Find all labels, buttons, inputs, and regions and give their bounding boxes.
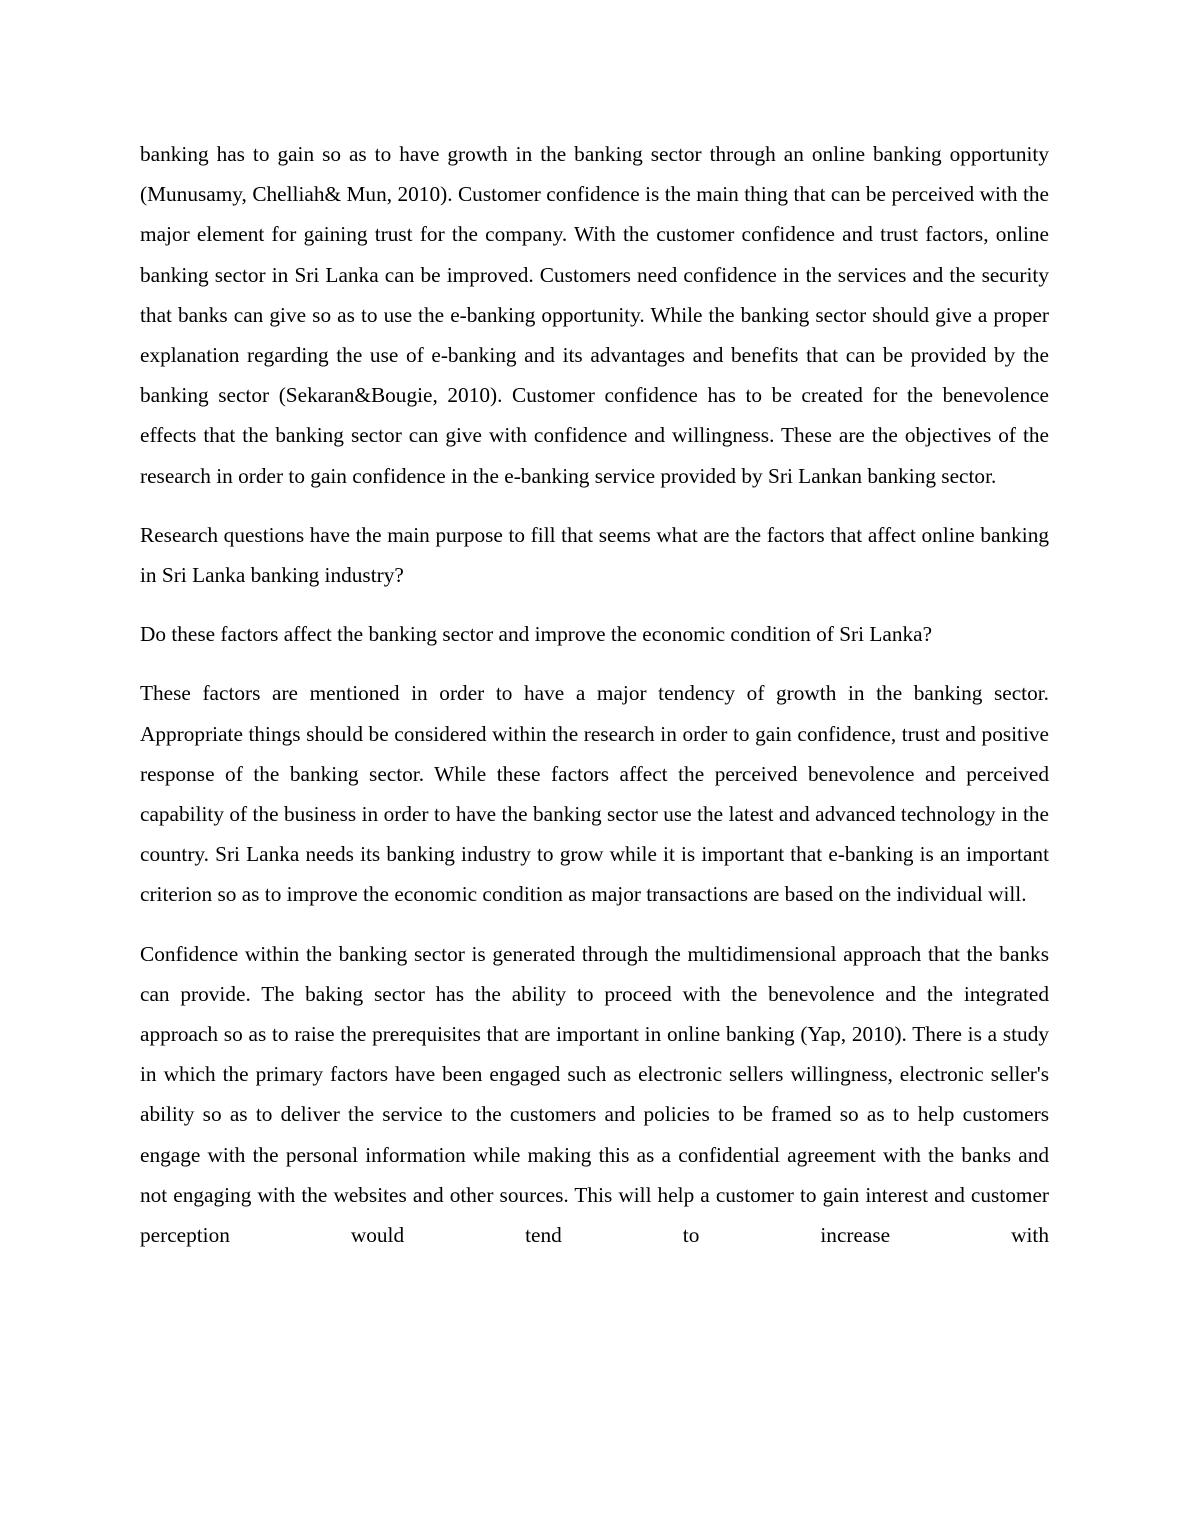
paragraph-question-economic: Do these factors affect the banking sector and improve the economic condition of Sri Lanka? xyxy=(140,622,933,647)
document-body xyxy=(140,134,1049,1274)
paragraph-research-questions: Research questions have the main purpose to fill that seems what are the factors that affect online banking in Sri Lanka banking industry? xyxy=(140,522,1049,588)
paragraph-factors: These factors are mentioned in order to have a major tendency of growth in the banking sector. Appropriate things should be considered within the research in order to gain confidence, trust and positive response of the banking sector. While these factors affect the perceived benevolence and perceived capability of the business in order to have the banking sector use the latest and advanced technology in the country. Sri Lanka needs its banking industry to grow while it is important that e-banking is an important criterion so as to improve the economic condition as major transactions are based on the individual will. xyxy=(140,681,1049,907)
paragraph-objectives: banking has to gain so as to have growth in the banking sector through an online banking opportunity (Munusamy, Chelliah& Mun, 2010). Customer confidence is the main thing that can be perceived with the major element for gaining trust for the company. With the customer confidence and trust factors, online banking sector in Sri Lanka can be improved. Customers need confidence in the services and the security that banks can give so as to use the e-banking opportunity. While the banking sector should give a proper explanation regarding the use of e-banking and its advantages and benefits that can be provided by the banking sector (Sekaran&Bougie, 2010). Customer confidence has to be created for the benevolence effects that the banking sector can give with confidence and willingness. These are the objectives of the research in order to gain confidence in the e-banking service provided by Sri Lankan banking sector. xyxy=(140,142,1049,488)
paragraph-confidence: Confidence within the banking sector is generated through the multidimensional approach that the banks can provide. The baking sector has the ability to proceed with the benevolence and the integrated approach so as to raise the prerequisites that are important in online banking (Yap, 2010). There is a study in which the primary factors have been engaged such as electronic sellers willingness, electronic seller's ability so as to deliver the service to the customers and policies to be framed so as to help customers engage with the personal information while making this as a confidential agreement with the banks and not engaging with the websites and other sources. This will help a customer to gain interest and customer perception would tend to increase with xyxy=(140,941,1049,1248)
